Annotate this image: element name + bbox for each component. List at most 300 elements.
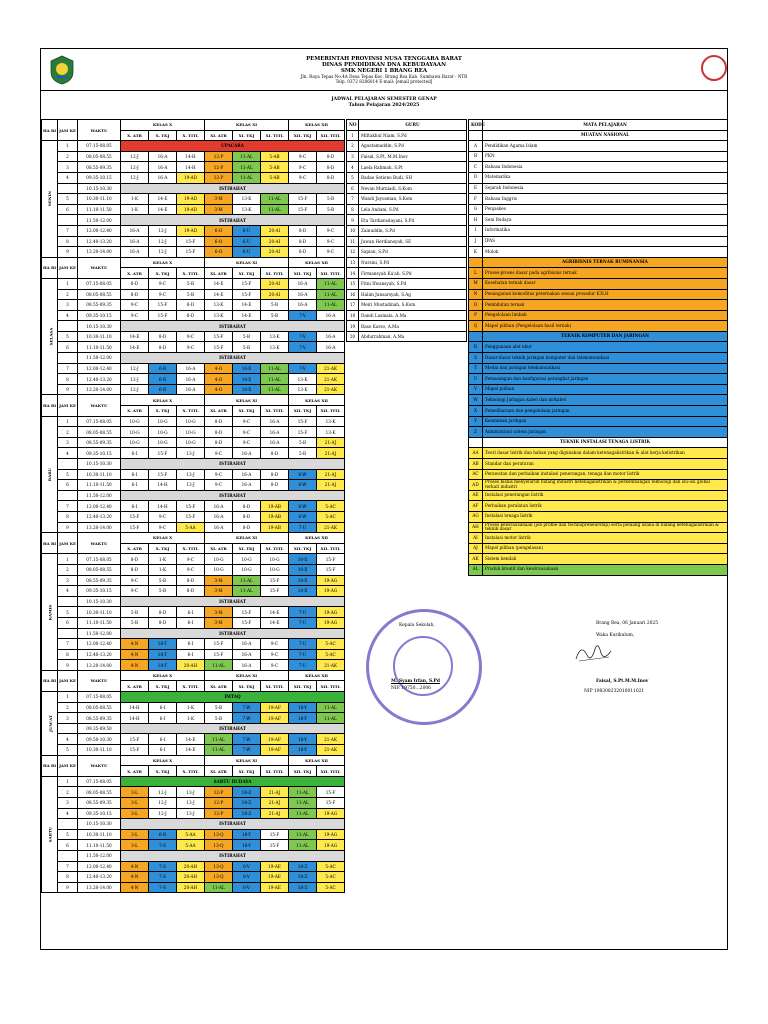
header-class-col: XI. TKJ — [233, 268, 261, 279]
schedule-cell: 9-C — [205, 469, 233, 480]
period-number: 1 — [58, 554, 78, 565]
schedule-cell: 9-C — [233, 416, 261, 427]
teacher-table — [346, 119, 467, 342]
period-time: 07.15-08.05 — [78, 278, 121, 289]
schedule-cell: 14-E — [149, 204, 177, 215]
schedule-row — [42, 840, 345, 851]
schedule-cell: 19-AE — [261, 861, 289, 872]
schedule-cell: 7-W — [233, 745, 261, 756]
schedule-row — [42, 162, 345, 173]
header-waktu: WAKTU — [78, 257, 121, 278]
schedule-cell: 11-AL — [233, 172, 261, 183]
schedule-cell: 13-J — [177, 469, 205, 480]
schedule-cell: 19-AB — [261, 511, 289, 522]
schedule-row — [42, 363, 345, 374]
schedule-cell: 8-D — [205, 437, 233, 448]
period-number: 7 — [58, 225, 78, 236]
subject-code: AF — [469, 501, 483, 512]
schedule-cell: 9-C — [121, 575, 149, 586]
schedule-cell: 7-V — [289, 342, 317, 353]
period-time: 10.15-10.30 — [78, 819, 121, 830]
schedule-cell: 3-M — [205, 575, 233, 586]
schedule-cell: 16-A — [289, 278, 317, 289]
break-bar: ISTIRAHAT — [121, 353, 345, 364]
schedule-cell: 5-B — [233, 342, 261, 353]
header-class-col: XII. TITL — [317, 681, 345, 692]
schedule-cell: 16-A — [317, 310, 345, 321]
subject-name: Teknologi Jaringan kabel dan nirkabel — [483, 395, 728, 406]
schedule-cell: 16-A — [289, 300, 317, 311]
subject-name: Seni Budaya — [483, 215, 728, 226]
schedule-cell: 10-G — [121, 416, 149, 427]
schedule-cell: 21-AK — [317, 734, 345, 745]
schedule-header-row — [42, 257, 345, 268]
period-time: 08.05-08.55 — [78, 564, 121, 575]
schedule-cell: 12-P — [205, 798, 233, 809]
schedule-cell: 8-D — [149, 331, 177, 342]
schedule-cell: 9-C — [149, 522, 177, 533]
schedule-row — [42, 787, 345, 798]
schedule-cell: 9-C — [177, 342, 205, 353]
break-bar: ISTIRAHAT — [121, 819, 345, 830]
schedule-cell: 12-P — [205, 787, 233, 798]
schedule-cell: 5-AC — [317, 882, 345, 893]
period-number: 9 — [58, 522, 78, 533]
schedule-cell: 13-K — [205, 310, 233, 321]
schedule-cell: 15-F — [289, 427, 317, 438]
schedule-cell: 20-AI — [261, 247, 289, 258]
schedule-cell: 16-A — [289, 289, 317, 300]
teacher-row — [347, 331, 467, 342]
schedule-cell: 10-G — [233, 564, 261, 575]
schedule-cell: 7-S — [149, 872, 177, 883]
schedule-cell: 7-U — [289, 639, 317, 650]
teacher-name: Faisal, S.Pt, M.M.Inov — [359, 151, 467, 162]
schedule-cell: 11-AL — [233, 575, 261, 586]
schedule-cell: 15-F — [121, 511, 149, 522]
schedule-cell: 16-A — [317, 342, 345, 353]
header-waktu: WAKTU — [78, 533, 121, 554]
schedule-cell: 21-AK — [317, 745, 345, 756]
schedule-cell: 20-AH — [177, 861, 205, 872]
schedule-cell: 16-A — [205, 511, 233, 522]
schedule-cell: 10-X — [289, 586, 317, 597]
schedule-row — [42, 448, 345, 459]
schedule-cell: 21-AK — [317, 374, 345, 385]
subject-name: Sistem kendali — [483, 554, 728, 565]
schedule-cell: 11-AL — [317, 702, 345, 713]
schedule-cell: 15-F — [289, 204, 317, 215]
schedule-cell: 9-C — [177, 564, 205, 575]
schedule-cell: 3-M — [205, 204, 233, 215]
schedule-cell: 10-G — [177, 416, 205, 427]
schedule-cell: 5-AC — [317, 649, 345, 660]
schedule-cell: 5-B — [233, 331, 261, 342]
subject-name: Standar dan peraturan — [483, 459, 728, 470]
schedule-cell: 7-W — [233, 713, 261, 724]
day-label — [42, 278, 58, 395]
schedule-cell: 12-J — [149, 808, 177, 819]
period-number: 9 — [58, 882, 78, 893]
schedule-cell: 15-F — [261, 586, 289, 597]
schedule-cell: 13-Q — [205, 861, 233, 872]
header-class-col: XI. ATR — [205, 543, 233, 554]
schedule-cell: 6-I — [121, 480, 149, 491]
subject-code: AD — [469, 480, 483, 491]
period-number: 5 — [58, 829, 78, 840]
header-class-col: XI. TITL — [261, 766, 289, 777]
subject-code: X — [469, 406, 483, 417]
subject-name: Penanganan komoditas peternakan sesuai prosedur K3LH — [483, 289, 728, 300]
schedule-cell: 15-F — [149, 300, 177, 311]
schedule-cell: 9-C — [149, 511, 177, 522]
header-class-col: XI. TKJ — [233, 406, 261, 417]
subject-section-row — [469, 331, 728, 342]
schedule-cell: 6-R — [149, 374, 177, 385]
header-class-col: XII. TITL — [317, 766, 345, 777]
period-number: 2 — [58, 564, 78, 575]
day-label — [42, 554, 58, 671]
header-class-col: XI. TKJ — [233, 130, 261, 141]
schedule-cell: 6-R — [149, 384, 177, 395]
schedule-cell: 6-U — [233, 247, 261, 258]
teacher-no: 16 — [347, 289, 359, 300]
schedule-row — [42, 469, 345, 480]
day-label — [42, 776, 58, 893]
schedule-cell: 8-D — [121, 564, 149, 575]
schedule-cell: 10-G — [233, 554, 261, 565]
schedule-cell: 16-A — [177, 363, 205, 374]
period-number: 3 — [58, 575, 78, 586]
teacher-row — [347, 268, 467, 279]
schedule-cell: 19-AG — [317, 617, 345, 628]
subject-code: M — [469, 278, 483, 289]
schedule-cell: 8-D — [149, 342, 177, 353]
header-class-col: XI. ATR — [205, 766, 233, 777]
schedule-cell: 11-AL — [289, 840, 317, 851]
schedule-cell: 6-I — [177, 617, 205, 628]
schedule-cell: 15-F — [317, 564, 345, 575]
schedule-cell: 15-F — [149, 310, 177, 321]
teacher-no: 2 — [347, 141, 359, 152]
teacher-no: 13 — [347, 257, 359, 268]
schedule-cell: 6-O — [205, 247, 233, 258]
schedule-cell: 4-O — [205, 384, 233, 395]
schedule-cell: 6-I — [121, 469, 149, 480]
schedule-cell: 6-W — [289, 501, 317, 512]
schedule-cell: 19-AD — [177, 204, 205, 215]
vice-principal-name: Faisal, S.Pt.M.M.Inov — [596, 679, 649, 684]
schedule-cell: 15-F — [121, 745, 149, 756]
period-number — [58, 819, 78, 830]
schedule-cell: 4-O — [205, 374, 233, 385]
schedule-cell: 15-F — [205, 639, 233, 650]
schedule-cell: 13-Q — [205, 872, 233, 883]
schedule-cell: 16-A — [233, 660, 261, 671]
schedule-cell: 9-C — [177, 554, 205, 565]
subject-name: Dasar-dasar teknik jaringan komputer dan telekomunikasi — [483, 353, 728, 364]
period-time: 11.10-11.50 — [78, 480, 121, 491]
schedule-cell: 4-N — [121, 872, 149, 883]
schedule-cell: 8-D — [317, 151, 345, 162]
subject-code: AG — [469, 511, 483, 522]
period-time: 10.15-10.30 — [78, 459, 121, 470]
schedule-cell: 6-I — [149, 745, 177, 756]
period-time: 11.10-11.50 — [78, 617, 121, 628]
schedule-cell: 18-Y — [233, 829, 261, 840]
schedule-cell: 11-AL — [317, 713, 345, 724]
schedule-cell: 1-K — [177, 702, 205, 713]
subject-row — [469, 151, 728, 162]
subject-code: E — [469, 183, 483, 194]
subject-row — [469, 321, 728, 332]
schedule-cell: 10-G — [205, 564, 233, 575]
teacher-no: 9 — [347, 215, 359, 226]
period-time: 11.50-12.00 — [78, 353, 121, 364]
period-time: 10.30-11.10 — [78, 745, 121, 756]
header-waktu: WAKTU — [78, 120, 121, 141]
teacher-name: Nevan Murniadi, S.Kom — [359, 183, 467, 194]
subject-name: Bahasa Indonesia — [483, 162, 728, 173]
subject-section-title: MUATAN NASIONAL — [483, 130, 728, 141]
schedule-row — [42, 204, 345, 215]
period-number: 8 — [58, 872, 78, 883]
schedule-cell: 7-U — [289, 649, 317, 660]
subject-name: Instalasi tenaga listrik — [483, 511, 728, 522]
period-time: 09.35-10.15 — [78, 448, 121, 459]
header-jam: JAM KE — [58, 755, 78, 776]
schedule-row — [42, 850, 345, 861]
teacher-name: Fitni Ifwansyah, S.Pd — [359, 278, 467, 289]
schedule-cell: 16-A — [149, 162, 177, 173]
subject-section-title: AGRIBISNIS TERNAK RUMINANSIA — [483, 257, 728, 268]
schedule-row — [42, 480, 345, 491]
schedule-cell: 18-Z — [233, 808, 261, 819]
schedule-cell: 5-B — [317, 194, 345, 205]
schedule-row — [42, 151, 345, 162]
schedule-cell: 10-X — [233, 384, 261, 395]
teacher-name: Wandi Jayusman, S.Kom — [359, 194, 467, 205]
subject-row — [469, 501, 728, 512]
schedule-cell: 5-B — [177, 289, 205, 300]
header-kelas-xi: KELAS XI — [205, 670, 289, 681]
schedule-cell: 5-B — [289, 437, 317, 448]
schedule-cell: 5-B — [177, 278, 205, 289]
header-jam: JAM KE — [58, 257, 78, 278]
header-hari: HA RI — [42, 755, 58, 776]
period-time: 07.15-08.05 — [78, 554, 121, 565]
schedule-cell: 16-A — [261, 427, 289, 438]
schedule-cell: 14-E — [205, 289, 233, 300]
schedule-cell: 5-B — [149, 586, 177, 597]
schedule-row — [42, 342, 345, 353]
letterhead-line3: SMK NEGERI 1 BRANG REA — [340, 68, 428, 74]
break-bar: IMTAQ — [121, 692, 345, 703]
header-class-col: X. ATR — [121, 268, 149, 279]
schedule-cell: 15-F — [289, 416, 317, 427]
subject-row — [469, 480, 728, 491]
period-number: 5 — [58, 469, 78, 480]
schedule-cell: 21-AJ — [317, 437, 345, 448]
period-time: 12.00-12.40 — [78, 225, 121, 236]
header-kelas-xi: KELAS XI — [205, 257, 289, 268]
subject-row — [469, 490, 728, 501]
period-time: 11.10-11.50 — [78, 342, 121, 353]
period-time: 10.15-10.30 — [78, 321, 121, 332]
schedule-row — [42, 628, 345, 639]
schedule-cell: 4-N — [121, 882, 149, 893]
schedule-cell: 15-F — [177, 501, 205, 512]
period-time: 13.20-14.00 — [78, 247, 121, 258]
schedule-cell: 13-K — [233, 194, 261, 205]
schedule-cell: 3-M — [205, 194, 233, 205]
period-number — [58, 459, 78, 470]
schedule-cell: 7-U — [289, 660, 317, 671]
period-time: 07.15-08.05 — [78, 776, 121, 787]
schedule-cell: 10-G — [205, 554, 233, 565]
schedule-row — [42, 586, 345, 597]
schedule-cell: 18-Z — [233, 787, 261, 798]
subject-name: Proses-proses dasar pada agribisnis ternak — [483, 268, 728, 279]
break-bar: ISTIRAHAT — [121, 215, 345, 226]
period-time: 08.05-08.55 — [78, 289, 121, 300]
schedule-cell: 18-Y — [289, 713, 317, 724]
schedule-cell: 12-J — [149, 787, 177, 798]
schedule-row — [42, 374, 345, 385]
schedule-row — [42, 501, 345, 512]
subject-section-title: TEKNIK KOMPUTER DAN JARINGAN — [483, 331, 728, 342]
province-logo-icon — [49, 55, 75, 85]
subject-row — [469, 416, 728, 427]
subject-code: G — [469, 204, 483, 215]
schedule-row — [42, 225, 345, 236]
schedule-cell: 9-C — [261, 639, 289, 650]
teacher-row — [347, 247, 467, 258]
period-number: 8 — [58, 649, 78, 660]
period-time: 08.55-09.35 — [78, 798, 121, 809]
schedule-cell: 20-AI — [261, 225, 289, 236]
period-number: 6 — [58, 204, 78, 215]
schedule-cell: 4-N — [121, 660, 149, 671]
schedule-cell: 15-F — [317, 798, 345, 809]
header-kelas-xii: KELAS XII — [289, 755, 345, 766]
header-class-col: XI. ATR — [205, 268, 233, 279]
schedule-cell: 13-K — [261, 331, 289, 342]
period-time: 09.35-10.15 — [78, 310, 121, 321]
header-class-col: X. ATR — [121, 130, 149, 141]
period-time: 13.20-14.00 — [78, 882, 121, 893]
schedule-cell: 20-AI — [261, 289, 289, 300]
subject-row — [469, 469, 728, 480]
header-class-col: XI. TITL — [261, 681, 289, 692]
schedule-row — [42, 172, 345, 183]
schedule-cell: 3-L — [121, 829, 149, 840]
period-number: 2 — [58, 787, 78, 798]
period-number: 8 — [58, 511, 78, 522]
document-title — [41, 97, 727, 109]
schedule-header-row — [42, 755, 345, 766]
break-bar: UPACARA — [121, 141, 345, 152]
schedule-cell: 6-I — [149, 702, 177, 713]
period-number: 2 — [58, 151, 78, 162]
period-time: 12.00-12.40 — [78, 501, 121, 512]
schedule-cell: 15-F — [233, 607, 261, 618]
schedule-cell: 13-K — [261, 342, 289, 353]
header-class-col: X. ATR — [121, 681, 149, 692]
teacher-name: Abdurrahman, A.Ma — [359, 331, 467, 342]
subject-code: W — [469, 395, 483, 406]
period-time: 13.20-14.00 — [78, 522, 121, 533]
subject-code: Z — [469, 427, 483, 438]
schedule-cell: 12-P — [205, 172, 233, 183]
period-number: 9 — [58, 247, 78, 258]
schedule-cell: 6-O — [205, 225, 233, 236]
teacher-no: 12 — [347, 247, 359, 258]
schedule-cell: 15-F — [205, 649, 233, 660]
subject-name: Mapel pilihan (Pengelolaan hasil ternak) — [483, 321, 728, 332]
subject-row — [469, 247, 728, 258]
header-class-col: X. TITL — [177, 406, 205, 417]
schedule-cell: 5-B — [205, 702, 233, 713]
header-class-col: X. TITL — [177, 268, 205, 279]
break-bar: ISTIRAHAT — [121, 850, 345, 861]
schedule-cell: 20-AH — [177, 660, 205, 671]
schedule-cell: 5-AC — [317, 861, 345, 872]
schedule-cell: 11-AL — [289, 798, 317, 809]
header-class-col: XI. TITL — [261, 406, 289, 417]
period-time: 08.05-08.55 — [78, 427, 121, 438]
schedule-cell: 15-F — [233, 289, 261, 300]
header-class-col: X. TITL — [177, 130, 205, 141]
day-label — [42, 416, 58, 533]
schedule-cell: 12-J — [121, 172, 149, 183]
subject-name: Penjaskes — [483, 204, 728, 215]
vice-principal-nip: NIP 198308232010011021 — [584, 689, 645, 694]
schedule-cell: 8-D — [177, 310, 205, 321]
schedule-row — [42, 660, 345, 671]
schedule-row — [42, 713, 345, 724]
period-time: 08.05-08.55 — [78, 151, 121, 162]
schedule-cell: 6-I — [177, 649, 205, 660]
subject-code: O — [469, 300, 483, 311]
schedule-cell: 12-J — [121, 151, 149, 162]
schedule-cell: 3-M — [205, 607, 233, 618]
subject-row — [469, 374, 728, 385]
schedule-cell: 9-C — [317, 225, 345, 236]
header-waktu: WAKTU — [78, 395, 121, 416]
schedule-cell: 6-U — [233, 236, 261, 247]
schedule-cell: 14-E — [121, 331, 149, 342]
period-number: 5 — [58, 607, 78, 618]
day-label — [42, 692, 58, 756]
schedule-cell: 14-E — [149, 194, 177, 205]
schedule-cell: 15-F — [261, 575, 289, 586]
schedule-cell: 8-D — [121, 289, 149, 300]
subject-name-header: MATA PELAJARAN — [483, 120, 728, 131]
header-class-col: XII. TKJ — [289, 681, 317, 692]
period-time: 10.30-11.10 — [78, 829, 121, 840]
schedule-cell: 5-B — [205, 713, 233, 724]
schedule-header-row — [42, 120, 345, 131]
schedule-row — [42, 702, 345, 713]
subject-row — [469, 459, 728, 470]
teacher-name: Zainuddin, S.Pd — [359, 225, 467, 236]
schedule-cell: 12-J — [149, 247, 177, 258]
schedule-row — [42, 607, 345, 618]
schedule-cell: 5-B — [261, 310, 289, 321]
subject-section-spacer — [469, 130, 483, 141]
day-name: JUM'AT — [47, 714, 53, 732]
